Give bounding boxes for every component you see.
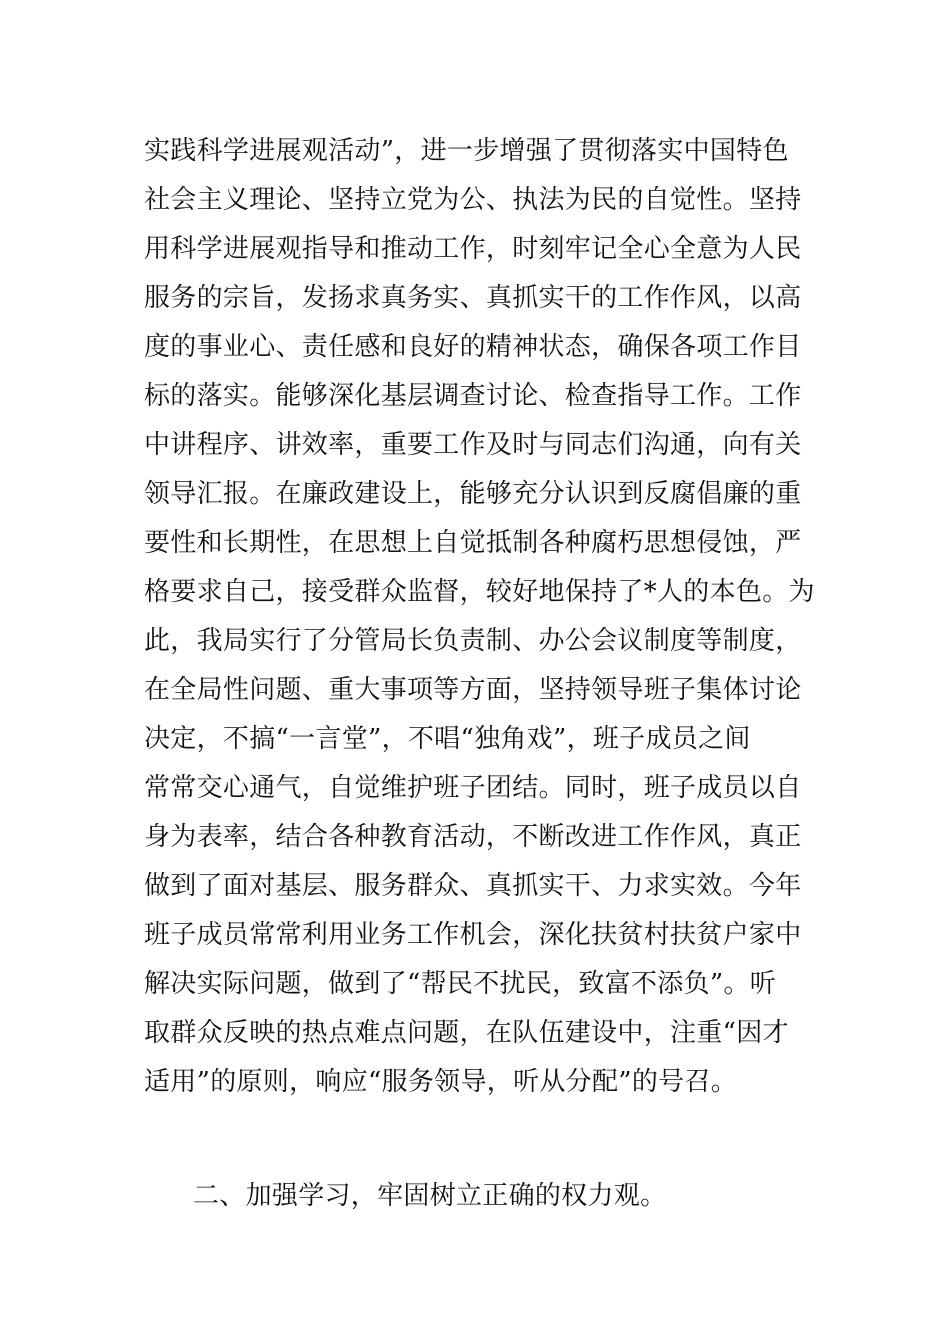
paragraph-line: 用科学进展观指导和推动工作，时刻牢记全心全意为人民 bbox=[144, 234, 802, 264]
paragraph-line: 要性和长期性，在思想上自觉抵制各种腐朽思想侵蚀，严 bbox=[144, 528, 802, 558]
paragraph-line: 决定，不搞“一言堂”，不唱“独角戏”，班子成员之间 bbox=[144, 724, 751, 754]
paragraph-line: 社会主义理论、坚持立党为公、执法为民的自觉性。坚持 bbox=[144, 185, 802, 215]
paragraph-line: 常常交心通气，自觉维护班子团结。同时，班子成员以自 bbox=[144, 773, 802, 803]
paragraph-line: 中讲程序、讲效率，重要工作及时与同志们沟通，向有关 bbox=[144, 430, 802, 460]
paragraph-line: 做到了面对基层、服务群众、真抓实干、力求实效。今年 bbox=[144, 871, 802, 901]
paragraph-line: 服务的宗旨，发扬求真务实、真抓实干的工作作风，以高 bbox=[144, 283, 802, 313]
paragraph-line: 领导汇报。在廉政建设上，能够充分认识到反腐倡廉的重 bbox=[144, 479, 802, 509]
paragraph-line: 格要求自己，接受群众监督，较好地保持了*人的本色。为 bbox=[144, 577, 815, 607]
paragraph-line: 取群众反映的热点难点问题，在队伍建设中，注重“因才 bbox=[144, 1018, 789, 1048]
paragraph-line: 身为表率，结合各种教育活动，不断改进工作作风，真正 bbox=[144, 822, 802, 852]
paragraph-line: 在全局性问题、重大事项等方面，坚持领导班子集体讨论 bbox=[144, 675, 802, 705]
section-heading: 二、加强学习，牢固树立正确的权力观。 bbox=[193, 1181, 667, 1211]
paragraph-line: 解决实际问题，做到了“帮民不扰民，致富不添负”。听 bbox=[144, 969, 777, 999]
paragraph-line: 标的落实。能够深化基层调查讨论、检查指导工作。工作 bbox=[144, 381, 802, 411]
paragraph-line: 此，我局实行了分管局长负责制、办公会议制度等制度， bbox=[144, 626, 802, 656]
paragraph-line: 班子成员常常利用业务工作机会，深化扶贫村扶贫户家中 bbox=[144, 920, 802, 950]
paragraph-line: 度的事业心、责任感和良好的精神状态，确保各项工作目 bbox=[144, 332, 802, 362]
paragraph-line: 实践科学进展观活动”，进一步增强了贯彻落实中国特色 bbox=[144, 136, 789, 166]
paragraph-line: 适用”的原则，响应“服务领导，听从分配”的号召。 bbox=[144, 1067, 738, 1097]
